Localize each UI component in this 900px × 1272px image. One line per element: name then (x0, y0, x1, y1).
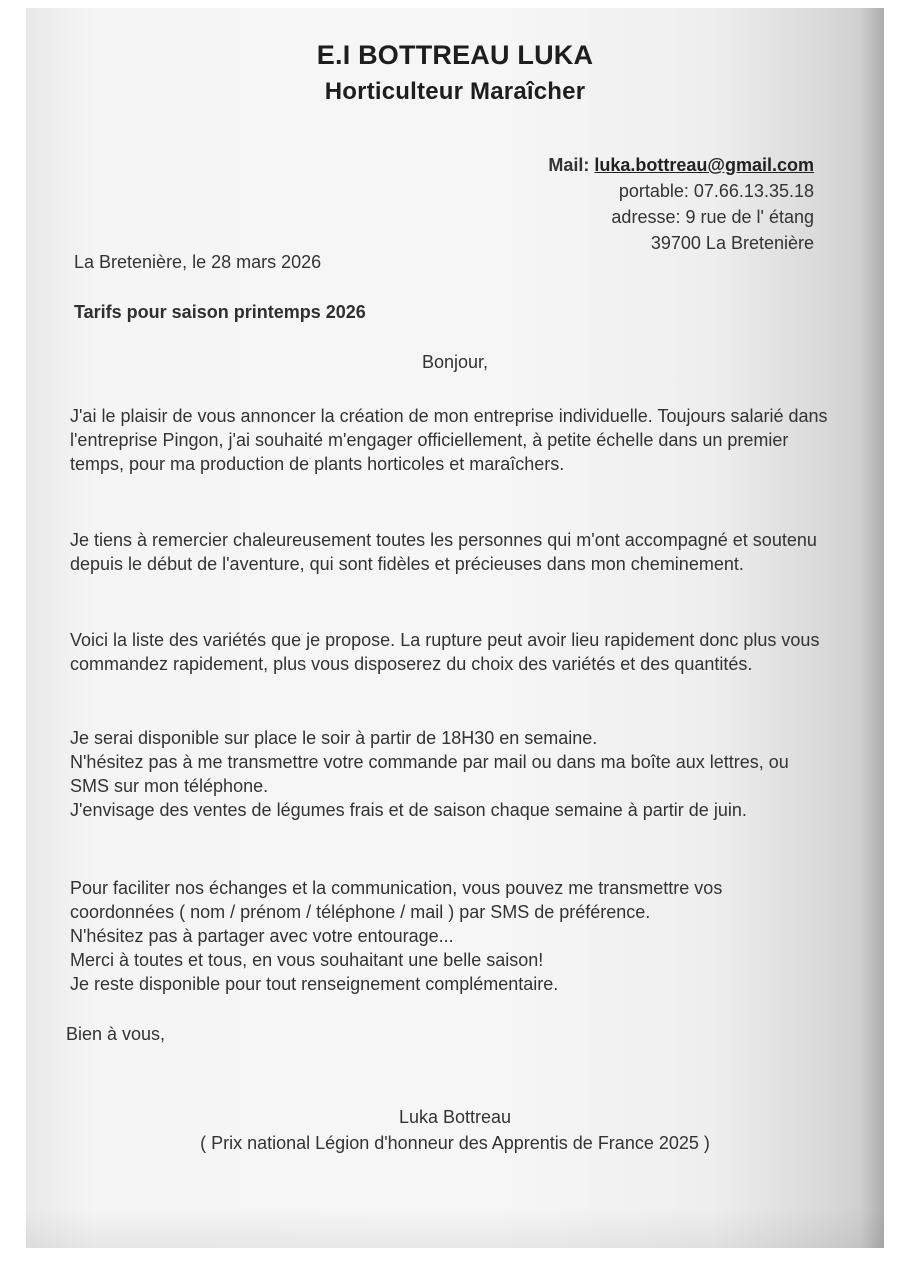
signature-name: Luka Bottreau (398, 1107, 512, 1127)
profession-title: Horticulteur Maraîcher (324, 78, 586, 105)
subject-line: Tarifs pour saison printemps 2026 (74, 302, 366, 322)
paragraph-availability (70, 726, 830, 822)
contact-mail-line (548, 152, 814, 178)
city-line: 39700 La Bretenière (650, 233, 814, 253)
signature-award: ( Prix national Légion d'honneur des Apprentis de France 2025 ) (200, 1133, 710, 1153)
communication-line: Merci à toutes et tous, en vous souhaitant une belle saison! (70, 950, 544, 970)
paragraph-text: Je tiens à remercier chaleureusement toutes les personnes qui m'ont accompagné et soutenu depuis le début de l'aventure, qui sont fidèles et précieuses dans mon cheminement. (70, 530, 817, 574)
paragraph-varieties (70, 628, 830, 676)
communication-line: N'hésitez pas à partager avec votre entourage... (70, 926, 454, 946)
communication-line: Je reste disponible pour tout renseignement complémentaire. (70, 974, 559, 994)
availability-line: J'envisage des ventes de légumes frais et de saison chaque semaine à partir de juin. (70, 800, 747, 820)
letter-sheet (26, 8, 884, 1248)
paragraph-intro (70, 404, 830, 476)
paragraph-thanks (70, 528, 830, 576)
paragraph-text: J'ai le plaisir de vous annoncer la création de mon entreprise individuelle. Toujours salarié dans l'entreprise Pingon, j'ai souhaité m'engager officiellement, à petite échelle dans un premier temps, pour ma production de plants horticoles et maraîchers. (70, 406, 828, 474)
closing-line: Bien à vous, (66, 1024, 166, 1044)
phone-line: portable: 07.66.13.35.18 (618, 181, 814, 201)
address-line: adresse: 9 rue de l' étang (611, 207, 814, 227)
mail-label: Mail: (548, 155, 590, 175)
availability-line: N'hésitez pas à me transmettre votre commande par mail ou dans ma boîte aux lettres, ou SMS sur mon téléphone. (70, 752, 789, 796)
scan-shadow (860, 8, 884, 1248)
email-link[interactable]: luka.bottreau@gmail.com (594, 155, 814, 175)
greeting: Bonjour, (421, 352, 489, 372)
availability-line: Je serai disponible sur place le soir à partir de 18H30 en semaine. (70, 728, 598, 748)
contact-block (548, 152, 814, 256)
company-name: E.I BOTTREAU LUKA (316, 40, 594, 70)
paragraph-communication (70, 876, 830, 996)
paragraph-text: Voici la liste des variétés que je propose. La rupture peut avoir lieu rapidement donc plus vous commandez rapidement, plus vous disposerez du choix des variétés et des quantités. (70, 630, 820, 674)
scan-shadow-bottom (26, 1208, 884, 1248)
communication-line: Pour faciliter nos échanges et la communication, vous pouvez me transmettre vos coordonnées ( nom / prénom / téléphone / mail ) par SMS de préférence. (70, 878, 723, 922)
date-line: La Bretenière, le 28 mars 2026 (74, 252, 322, 272)
